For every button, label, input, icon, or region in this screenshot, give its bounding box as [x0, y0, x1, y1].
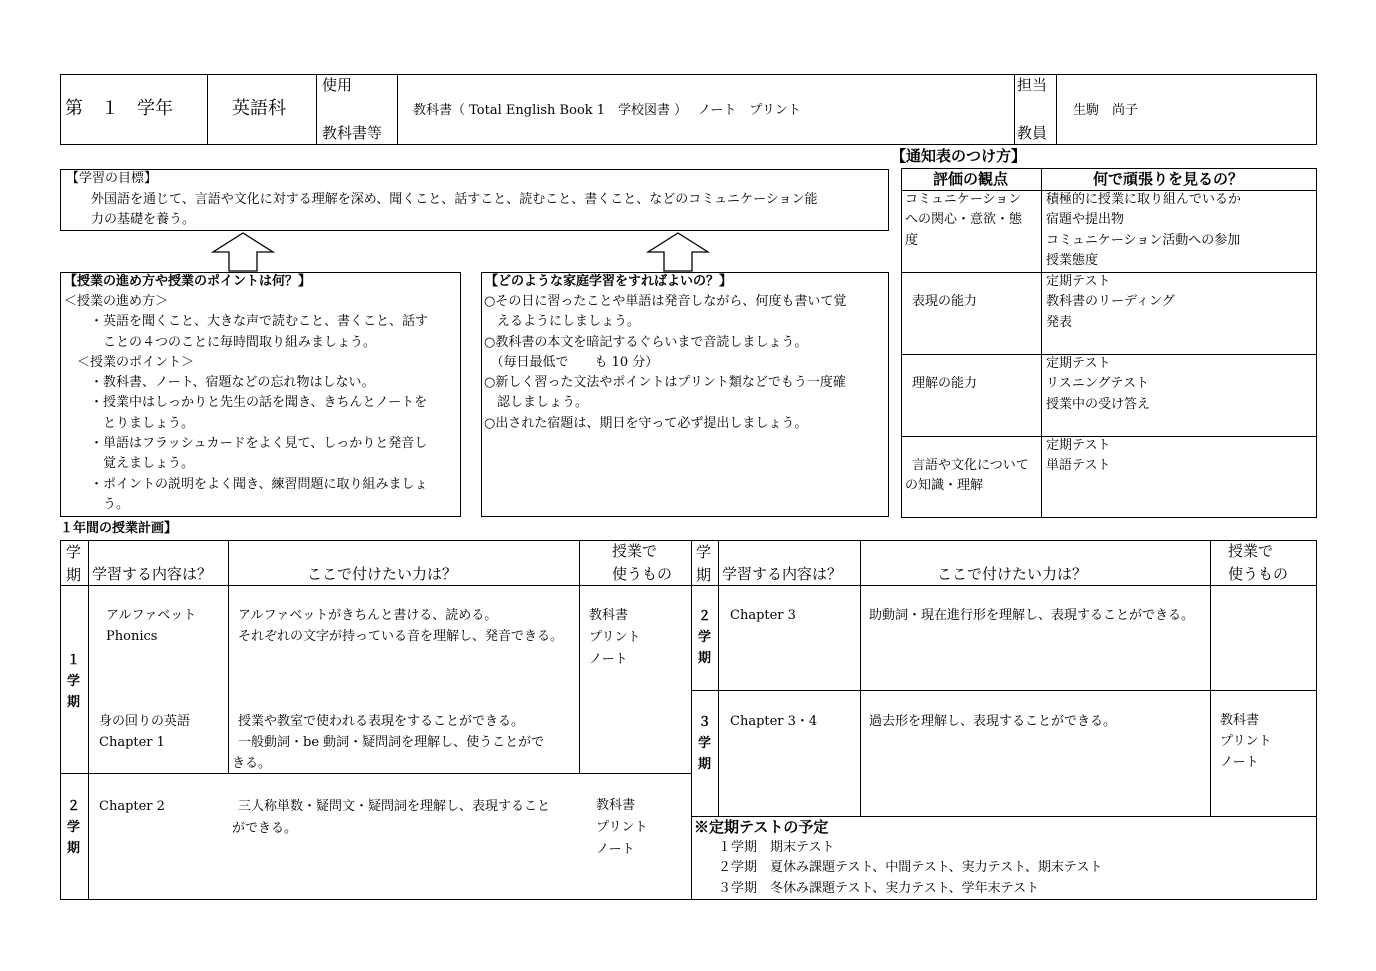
home-study-line: ○出された宿題は、期日を守って必ず提出しましょう。 [484, 415, 808, 431]
viewpoint-line: 言語や文化について [912, 458, 1029, 473]
class-points-title: 【授業の進め方や授業のポイントは何？】 [64, 274, 312, 289]
class-points-line: ・英語を聞くこと、大きな声で読むこと、書くこと、話す [64, 314, 429, 330]
tests-list [718, 838, 1102, 899]
term-1-label: １学期 [67, 653, 81, 710]
goal-line: 力の基礎を養う。 [91, 212, 196, 228]
item-line: リスニングテスト [1046, 376, 1149, 392]
skill-line: アルファベットがきちんと書ける、読める。 [238, 608, 498, 623]
test-line: １学期 期末テスト [718, 840, 835, 855]
head-material-bottom-right: 使うもの [1228, 565, 1289, 583]
t1a-skill [238, 605, 563, 647]
viewpoint-line: の知識・理解 [905, 478, 984, 494]
material-line: プリント [589, 630, 641, 645]
up-arrow-icon [211, 232, 275, 272]
grade-label: 第 １ 学年 [65, 98, 173, 119]
home-study-line: ○新しく習った文法やポイントはプリント類などでもう一度確 [484, 375, 846, 391]
content-line: Phonics [106, 629, 158, 644]
t1a-material [589, 605, 640, 671]
home-study-title: 【どのような家庭学習をすればよいの？】 [485, 274, 733, 289]
material-line: ノート [589, 652, 628, 667]
skill-line: 授業や教室で使われる表現をすることができる。 [238, 714, 525, 729]
viewpoint-understanding: 理解の能力 [912, 376, 978, 391]
material-line: 教科書 [596, 798, 636, 813]
t2b-skill [869, 605, 1194, 626]
term-2-label-right: ２学期 [698, 609, 712, 666]
home-study-text [484, 292, 846, 434]
class-points-line: ＜授業のポイント＞ [64, 354, 195, 370]
items-understanding [1046, 354, 1150, 415]
textbook-label-bottom: 教科書等 [322, 124, 383, 142]
skill-line: それぞれの文字が持っている音を理解し、発音できる。 [238, 629, 564, 644]
viewpoint-line: コミュニケーション [905, 192, 1022, 207]
teacher-label-bottom: 教員 [1017, 124, 1048, 142]
head-skill-right: ここで付けたい力は？ [937, 565, 1088, 583]
test-line: ２学期 夏休み課題テスト、中間テスト、実力テスト、期末テスト [718, 860, 1103, 876]
class-points-line: ・教科書、ノート、宿題などの忘れ物はしない。 [64, 375, 375, 391]
class-points-line: う。 [64, 496, 130, 512]
skill-line: ができる。 [232, 821, 298, 836]
material-line: ノート [596, 842, 635, 857]
item-line: 積極的に授業に取り組んでいるか [1046, 192, 1242, 207]
col-viewpoint-header: 評価の観点 [933, 170, 1009, 188]
class-points-line: ＜授業の進め方＞ [64, 294, 169, 309]
skill-line: 三人称単数・疑問文・疑問詞を理解し、表現すること [238, 799, 551, 814]
items-knowledge [1046, 436, 1110, 477]
items-expression [1046, 272, 1175, 333]
up-arrow-icon [646, 232, 710, 272]
viewpoint-line: への関心・意欲・態 [905, 212, 1023, 228]
item-line: 発表 [1046, 314, 1073, 330]
material-line: プリント [596, 820, 648, 835]
t3-material [1220, 710, 1271, 773]
goal-title: 【学習の目標】 [66, 171, 158, 186]
head-content-right: 学習する内容は？ [722, 565, 843, 583]
material-line: ノート [1220, 755, 1259, 770]
class-points-line: ・授業中はしっかりと先生の話を聞き、きちんとノートを [64, 395, 428, 411]
class-points-text [64, 292, 428, 515]
head-term-bottom-right: 期 [696, 566, 712, 584]
textbook-value: 教科書（ Total English Book 1 学校図書 ） ノート プリント [413, 103, 801, 118]
skill-line: 過去形を理解し、表現することができる。 [869, 714, 1117, 729]
class-points-line: とりましょう。 [64, 415, 195, 431]
content-line: Chapter 3 [730, 608, 796, 623]
home-study-line: えるようにしましょう。 [484, 314, 641, 330]
term-2-label: ２学期 [67, 799, 81, 856]
textbook-label-top: 使用 [322, 76, 353, 94]
subject-label: 英語科 [232, 98, 286, 119]
home-study-line: （毎日最低で も 10 分） [484, 354, 659, 370]
content-line: Chapter 1 [99, 735, 165, 750]
head-material-top-right: 授業で [1228, 542, 1274, 560]
item-line: 定期テスト [1046, 356, 1111, 371]
t2a-skill [232, 796, 550, 840]
t2b-content [730, 605, 796, 626]
head-term-bottom: 期 [66, 566, 82, 584]
skill-line: きる。 [232, 756, 272, 771]
viewpoint-knowledge [905, 456, 1029, 497]
skill-line: 一般動詞・be 動詞・疑問詞を理解し、使うことがで [238, 735, 545, 750]
t1a-content [106, 605, 196, 647]
t1b-skill [232, 711, 544, 774]
item-line: 教科書のリーディング [1046, 294, 1175, 310]
item-line: 定期テスト [1046, 438, 1111, 453]
goal-line: 外国語を通じて、言語や文化に対する理解を深め、聞くこと、話すこと、読むこと、書くこと、などのコミュニケーション能 [78, 192, 818, 207]
goal-text [78, 190, 817, 231]
head-term-top: 学 [66, 543, 82, 561]
t1b-content [99, 711, 190, 753]
home-study-line: ○教科書の本文を暗記するぐらいまで音読しましょう。 [484, 334, 808, 350]
report-card-title: 【通知表のつけ方】 [891, 147, 1027, 165]
head-term-top-right: 学 [696, 543, 712, 561]
home-study-line: 認しましょう。 [484, 395, 589, 411]
material-line: プリント [1220, 734, 1272, 749]
class-points-line: ・単語はフラッシュカードをよく見て、しっかりと発音し [64, 436, 428, 452]
content-line: Chapter 2 [99, 799, 165, 814]
term-3-label: ３学期 [698, 715, 712, 772]
item-line: 宿題や提出物 [1046, 212, 1125, 228]
t2a-material [596, 795, 647, 861]
content-line: Chapter 3・4 [730, 714, 818, 729]
class-points-line: ・ポイントの説明をよく聞き、練習問題に取り組みましょ [64, 476, 428, 492]
content-line: アルファベット [106, 608, 197, 623]
item-line: 単語テスト [1046, 458, 1111, 474]
head-content: 学習する内容は？ [92, 565, 213, 583]
col-what-header: 何で頑張りを見るの？ [1093, 170, 1244, 188]
teacher-label-top: 担当 [1017, 76, 1048, 94]
material-line: 教科書 [589, 608, 629, 623]
teacher-name: 生駒 尚子 [1073, 103, 1139, 118]
viewpoint-line: 度 [905, 232, 919, 248]
item-line: 授業中の受け答え [1046, 396, 1151, 412]
head-skill: ここで付けたい力は？ [307, 565, 458, 583]
t3-content [730, 711, 817, 732]
t3-skill [869, 711, 1116, 732]
test-line: ３学期 冬休み課題テスト、実力テスト、学年末テスト [718, 880, 1040, 896]
item-line: コミュニケーション活動への参加 [1046, 232, 1241, 248]
material-line: 教科書 [1220, 713, 1260, 728]
item-line: 授業態度 [1046, 252, 1099, 268]
class-points-line: 覚えましょう。 [64, 456, 195, 472]
home-study-line: ○その日に習ったことや単語は発音しながら、何度も書いて覚 [484, 294, 847, 309]
t2a-content [99, 796, 165, 817]
content-line: 身の回りの英語 [99, 714, 191, 729]
item-line: 定期テスト [1046, 274, 1111, 289]
viewpoint-expression: 表現の能力 [912, 294, 978, 309]
class-points-line: ことの４つのことに毎時間取り組みましょう。 [64, 334, 377, 350]
viewpoint-communication [905, 190, 1022, 251]
items-communication [1046, 190, 1241, 271]
plan-title: １年間の授業計画】 [60, 521, 178, 536]
head-material-bottom: 使うもの [612, 565, 673, 583]
head-material-top: 授業で [612, 542, 658, 560]
tests-title: ※定期テストの予定 [694, 818, 829, 836]
skill-line: 助動詞・現在進行形を理解し、表現することができる。 [869, 608, 1195, 623]
